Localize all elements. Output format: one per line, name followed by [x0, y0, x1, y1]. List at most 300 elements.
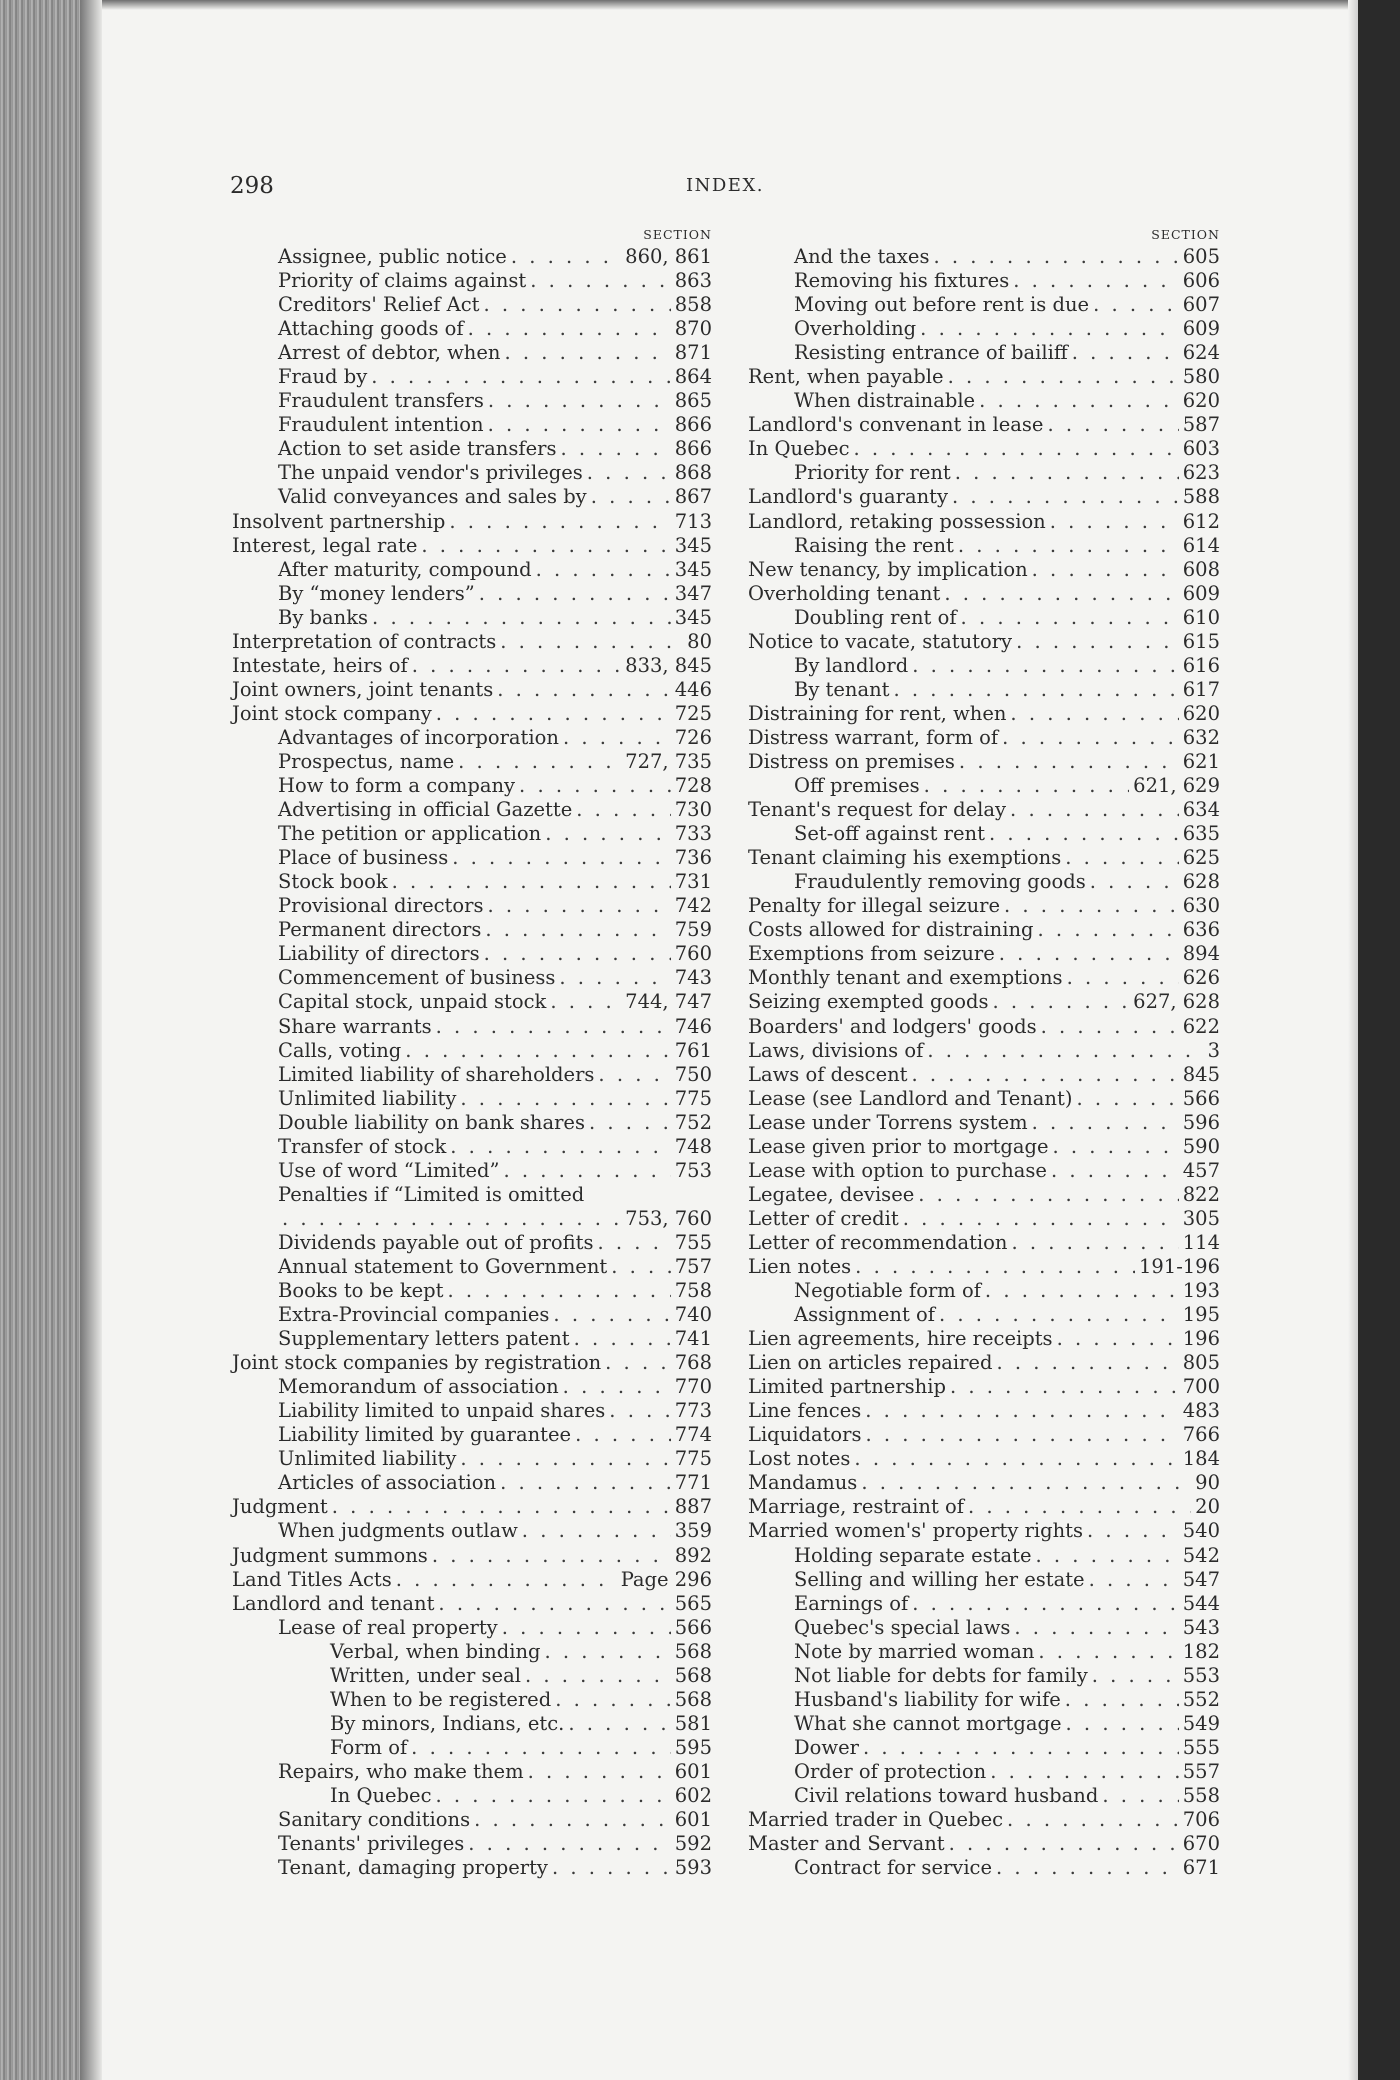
dot-leader: [1010, 702, 1178, 726]
section-reference: 865: [674, 389, 712, 413]
section-reference: 595: [674, 1735, 712, 1759]
index-term: Fraudulent intention: [278, 413, 484, 437]
index-term: Liability limited to unpaid shares: [278, 1399, 606, 1423]
index-entry: [232, 918, 712, 942]
index-term: Share warrants: [278, 1014, 432, 1038]
index-entry: [748, 1784, 1220, 1808]
index-term: By tenant: [794, 677, 890, 701]
index-term: Land Titles Acts: [232, 1567, 392, 1591]
section-reference: 858: [674, 293, 712, 317]
index-term: Capital stock, unpaid stock: [278, 990, 547, 1014]
dot-leader: [392, 870, 671, 894]
index-term: Stock book: [278, 870, 388, 894]
section-reference: 713: [674, 509, 712, 533]
section-reference: 345: [674, 533, 712, 557]
dot-leader: [511, 245, 621, 269]
index-term: Seizing exempted goods: [748, 990, 989, 1014]
dot-leader: [952, 485, 1179, 509]
index-entry: [748, 654, 1220, 678]
section-reference: 552: [1182, 1687, 1220, 1711]
index-entry: [748, 1495, 1220, 1519]
index-term: Calls, voting: [278, 1038, 402, 1062]
section-reference: 544: [1182, 1591, 1220, 1615]
section-reference: 587: [1182, 413, 1220, 437]
dot-leader: [485, 918, 670, 942]
index-term: Books to be kept: [278, 1279, 444, 1303]
section-reference: 588: [1182, 485, 1220, 509]
index-term: Dower: [794, 1735, 859, 1759]
index-term: Letter of recommendation: [748, 1230, 1008, 1254]
index-entry: [232, 1760, 712, 1784]
index-entry: [748, 630, 1220, 654]
dot-leader: [912, 1063, 1179, 1087]
index-term: Provisional directors: [278, 894, 484, 918]
index-entry: [748, 1303, 1220, 1327]
dot-leader: [1065, 846, 1179, 870]
index-term: Articles of association: [278, 1471, 497, 1495]
dot-leader: [1010, 798, 1179, 822]
index-entry: [748, 822, 1220, 846]
section-reference: 868: [674, 461, 712, 485]
index-term: Tenant claiming his exemptions: [748, 846, 1062, 870]
section-reference: 822: [1182, 1182, 1220, 1206]
section-reference: 887: [674, 1495, 712, 1519]
index-entry: [232, 1087, 712, 1111]
dot-leader: [449, 510, 670, 534]
section-reference: 195: [1182, 1303, 1220, 1327]
dot-leader: [372, 606, 671, 630]
index-entry: [232, 1039, 712, 1063]
index-term: Valid conveyances and sales by: [278, 485, 587, 509]
dot-leader: [545, 822, 671, 846]
section-reference: 768: [674, 1351, 712, 1375]
index-entry: [748, 726, 1220, 750]
section-reference: 746: [674, 1014, 712, 1038]
section-reference: 744, 747: [625, 990, 712, 1014]
section-reference: 580: [1182, 365, 1220, 389]
dot-leader: [488, 413, 671, 437]
index-term: Lease under Torrens system: [748, 1110, 1028, 1134]
dot-leader: [1087, 1519, 1179, 1543]
index-term: Order of protection: [794, 1759, 987, 1783]
index-term: Quebec's special laws: [794, 1615, 1011, 1639]
dot-leader: [865, 1423, 1178, 1447]
index-entry: [748, 1399, 1220, 1423]
index-term: Supplementary letters patent: [278, 1327, 570, 1351]
section-reference: 671: [1182, 1856, 1220, 1880]
index-entry: [748, 389, 1220, 413]
page-header: [230, 173, 1220, 203]
section-reference: 547: [1182, 1567, 1220, 1591]
index-term: Verbal, when binding: [330, 1639, 541, 1663]
section-reference: 871: [674, 341, 712, 365]
section-reference: 557: [1182, 1759, 1220, 1783]
index-term: Earnings of: [794, 1591, 909, 1615]
dot-leader: [563, 726, 671, 750]
index-term: Repairs, who make them: [278, 1759, 524, 1783]
index-entry: [232, 1255, 712, 1279]
dot-leader: [1053, 1135, 1179, 1159]
dot-leader: [530, 269, 670, 293]
dot-leader: [576, 798, 670, 822]
dot-leader: [1036, 1544, 1179, 1568]
section-reference: 114: [1182, 1230, 1220, 1254]
dot-leader: [1051, 1159, 1179, 1183]
section-reference: 568: [674, 1639, 712, 1663]
dot-leader: [912, 1592, 1179, 1616]
dot-leader: [483, 293, 670, 317]
dot-leader: [436, 1784, 671, 1808]
dot-leader: [575, 1423, 671, 1447]
index-entry: [232, 942, 712, 966]
section-reference: 632: [1182, 725, 1220, 749]
index-term: Fraudulent transfers: [278, 389, 484, 413]
index-entry: [748, 1616, 1220, 1640]
index-entry: [748, 341, 1220, 365]
index-term: Penalty for illegal seizure: [748, 894, 1001, 918]
index-entry: [748, 1351, 1220, 1375]
index-entry: [748, 798, 1220, 822]
index-term: Liability of directors: [278, 942, 480, 966]
index-term: Mandamus: [748, 1471, 858, 1495]
section-reference: 566: [674, 1615, 712, 1639]
index-entry: [232, 606, 712, 630]
index-term: Action to set aside transfers: [278, 437, 557, 461]
dot-leader: [611, 1255, 671, 1279]
section-reference: 196: [1182, 1327, 1220, 1351]
section-reference: 621, 629: [1133, 774, 1220, 798]
section-reference: 602: [674, 1784, 712, 1807]
index-term: Priority for rent: [794, 461, 951, 485]
dot-leader: [568, 1712, 670, 1736]
index-entry: [748, 582, 1220, 606]
index-entry: [232, 1159, 712, 1183]
section-reference: 558: [1182, 1784, 1220, 1807]
index-term: New tenancy, by implication: [748, 557, 1028, 581]
section-reference: 864: [674, 365, 712, 389]
index-entry: [748, 774, 1220, 798]
index-term: Unlimited liability: [278, 1447, 457, 1471]
section-reference: 727, 735: [625, 749, 712, 773]
dot-leader: [563, 1375, 671, 1399]
section-reference: 752: [674, 1110, 712, 1134]
index-term: Distress on premises: [748, 749, 955, 773]
dot-leader: [332, 1495, 671, 1519]
section-reference: 540: [1182, 1519, 1220, 1543]
index-term: When to be registered: [330, 1687, 552, 1711]
dot-leader: [996, 1856, 1179, 1880]
index-entry: [232, 870, 712, 894]
index-term: Form of: [330, 1735, 408, 1759]
dot-leader: [1014, 1616, 1178, 1640]
dot-leader: [863, 1736, 1179, 1760]
dot-leader: [865, 1399, 1178, 1423]
dot-leader: [497, 678, 671, 702]
index-entry: [232, 750, 712, 774]
index-term: Set-off against rent: [794, 822, 985, 846]
index-entry: [748, 1231, 1220, 1255]
index-term: Line fences: [748, 1399, 862, 1423]
section-reference: 626: [1182, 966, 1220, 990]
section-reference: 894: [1182, 942, 1220, 966]
section-reference: 742: [674, 894, 712, 918]
index-column-left: [232, 225, 712, 1880]
index-entry: [748, 1327, 1220, 1351]
dot-leader: [522, 1519, 671, 1543]
dot-leader: [605, 1351, 671, 1375]
section-reference: 90: [1195, 1471, 1220, 1495]
index-term: Assignment of: [794, 1303, 935, 1327]
dot-leader: [1007, 1808, 1179, 1832]
dot-leader: [1002, 726, 1179, 750]
index-term: Advantages of incorporation: [278, 725, 559, 749]
index-term: Advertising in official Gazette: [278, 798, 573, 822]
index-term: Tenant, damaging property: [278, 1856, 548, 1880]
section-reference: 866: [674, 413, 712, 437]
dot-leader: [968, 1495, 1191, 1519]
dot-leader: [1065, 1688, 1179, 1712]
index-term: Tenants' privileges: [278, 1832, 465, 1856]
dot-leader: [528, 1760, 671, 1784]
index-term: Intestate, heirs of: [232, 653, 408, 677]
index-entry: [232, 1063, 712, 1087]
section-reference: 581: [674, 1711, 712, 1735]
section-reference: 630: [1182, 894, 1220, 918]
section-reference: 359: [674, 1519, 712, 1543]
index-term: Note by married woman: [794, 1639, 1035, 1663]
section-reference: 568: [674, 1687, 712, 1711]
dot-leader: [1032, 1111, 1179, 1135]
index-entry: [748, 534, 1220, 558]
dot-leader: [559, 966, 670, 990]
index-term: Unlimited liability: [278, 1086, 457, 1110]
dot-leader: [474, 1808, 671, 1832]
dot-leader: [918, 1183, 1178, 1207]
index-term: Liquidators: [748, 1423, 862, 1447]
index-term: How to form a company: [278, 774, 516, 798]
index-entry: [232, 1015, 712, 1039]
index-entry: [232, 846, 712, 870]
index-term: Place of business: [278, 846, 449, 870]
index-term: What she cannot mortgage: [794, 1711, 1062, 1735]
dot-leader: [468, 317, 671, 341]
index-entry: [748, 1640, 1220, 1664]
dot-leader: [587, 461, 671, 485]
section-reference: 670: [1182, 1832, 1220, 1856]
dot-leader: [1067, 966, 1179, 990]
index-entry: [232, 389, 712, 413]
index-term: When distrainable: [794, 389, 976, 413]
index-term: Insolvent partnership: [232, 509, 446, 533]
section-reference: 191-196: [1138, 1254, 1220, 1278]
index-term: Master and Servant: [748, 1832, 945, 1856]
dot-leader: [950, 1375, 1179, 1399]
section-reference: 736: [674, 846, 712, 870]
index-term: Marriage, restraint of: [748, 1495, 964, 1519]
index-entry: [748, 1568, 1220, 1592]
dot-leader: [450, 1135, 670, 1159]
index-term: Laws, divisions of: [748, 1038, 924, 1062]
index-entry: [748, 461, 1220, 485]
page-right-shadow: [1348, 0, 1358, 2080]
dot-leader: [500, 1471, 671, 1495]
index-entry: [232, 1616, 712, 1640]
dot-leader: [920, 317, 1179, 341]
section-reference: 748: [674, 1134, 712, 1158]
index-entry: [748, 1183, 1220, 1207]
index-entry: [748, 1832, 1220, 1856]
index-term: Joint stock company: [232, 701, 432, 725]
section-reference: 624: [1182, 341, 1220, 365]
section-reference: 773: [674, 1399, 712, 1423]
section-reference: 612: [1182, 509, 1220, 533]
book-spine-edge: [0, 0, 80, 2080]
index-term: Use of word “Limited”: [278, 1158, 500, 1182]
index-entry: [748, 1688, 1220, 1712]
index-term: Resisting entrance of bailiff: [794, 341, 1068, 365]
index-entry: [232, 1183, 712, 1207]
dot-leader: [1057, 1327, 1179, 1351]
section-reference: 345: [674, 557, 712, 581]
page-top-edge: [0, 0, 1400, 10]
dot-leader: [1041, 1015, 1179, 1039]
index-term: Interpretation of contracts: [232, 629, 497, 653]
index-entry: [748, 1063, 1220, 1087]
section-reference: 805: [1182, 1351, 1220, 1375]
section-reference: 731: [674, 870, 712, 894]
section-reference: 609: [1182, 581, 1220, 605]
section-reference: 620: [1182, 389, 1220, 413]
dot-leader: [1076, 1087, 1178, 1111]
section-reference: 593: [674, 1856, 712, 1880]
dot-leader: [438, 1592, 670, 1616]
index-entry: [748, 1279, 1220, 1303]
index-term: Annual statement to Government: [278, 1254, 608, 1278]
index-term: Overholding tenant: [748, 581, 941, 605]
dot-leader: [959, 750, 1179, 774]
index-entry: [232, 1664, 712, 1688]
dot-leader: [421, 534, 670, 558]
index-entry: [748, 1255, 1220, 1279]
section-reference: 446: [674, 677, 712, 701]
index-term: Arrest of debtor, when: [278, 341, 501, 365]
section-reference: 741: [674, 1327, 712, 1351]
running-title: INDEX.: [686, 175, 764, 196]
dot-leader: [487, 894, 670, 918]
dot-leader: [992, 990, 1129, 1014]
section-reference: 605: [1182, 245, 1220, 268]
dot-leader: [589, 1111, 671, 1135]
index-entry: [232, 485, 712, 509]
index-entry: [232, 1423, 712, 1447]
dot-leader: [1013, 269, 1179, 293]
index-entry: [232, 413, 712, 437]
index-entry: [748, 510, 1220, 534]
index-term: Dividends payable out of profits: [278, 1230, 594, 1254]
section-reference: 755: [674, 1230, 712, 1254]
index-term: Husband's liability for wife: [794, 1687, 1061, 1711]
index-entry: [232, 269, 712, 293]
index-entry: [748, 678, 1220, 702]
index-entry: [232, 1808, 712, 1832]
dot-leader: [949, 1832, 1179, 1856]
index-entry: [232, 894, 712, 918]
section-reference: 566: [1182, 1086, 1220, 1110]
section-reference: 347: [674, 581, 712, 605]
index-term: Landlord's guaranty: [748, 485, 948, 509]
section-reference: 542: [1182, 1543, 1220, 1567]
dot-leader: [927, 1039, 1203, 1063]
index-entry: [748, 1592, 1220, 1616]
index-term: Doubling rent of: [794, 605, 957, 629]
section-reference: 608: [1182, 557, 1220, 581]
index-entry: [232, 317, 712, 341]
index-term: Legatee, devisee: [748, 1182, 915, 1206]
index-entry: [232, 774, 712, 798]
dot-leader: [1038, 918, 1179, 942]
index-entry: [232, 341, 712, 365]
index-entry: [232, 1447, 712, 1471]
index-entry: [232, 702, 712, 726]
index-term: Attaching goods of: [278, 317, 464, 341]
index-term: Permanent directors: [278, 918, 482, 942]
section-reference: 728: [674, 774, 712, 798]
index-entry: [748, 1447, 1220, 1471]
dot-leader: [854, 437, 1179, 461]
section-reference: 345: [674, 605, 712, 629]
index-term: Fraud by: [278, 365, 368, 389]
index-entry: [232, 1712, 712, 1736]
dot-leader: [553, 1303, 670, 1327]
index-term: Commencement of business: [278, 966, 556, 990]
section-reference: 759: [674, 918, 712, 942]
index-entry: [232, 1351, 712, 1375]
dot-leader: [948, 365, 1179, 389]
dot-leader: [1032, 558, 1179, 582]
index-entry: [232, 1784, 712, 1808]
section-reference: 549: [1182, 1711, 1220, 1735]
index-term: Extra-Provincial companies: [278, 1303, 550, 1327]
index-entry: [748, 293, 1220, 317]
index-entry: [232, 245, 712, 269]
dot-leader: [502, 1616, 671, 1640]
index-entry: [232, 966, 712, 990]
dot-leader: [1016, 630, 1179, 654]
section-reference: 760: [674, 942, 712, 966]
dot-leader: [452, 846, 671, 870]
index-term: Lease of real property: [278, 1615, 498, 1639]
index-entry: [748, 942, 1220, 966]
dot-leader: [371, 365, 671, 389]
page-number: 298: [230, 173, 274, 199]
index-entry: [232, 1736, 712, 1760]
index-entry: [232, 1519, 712, 1543]
index-term: Distraining for rent, when: [748, 701, 1007, 725]
dot-leader: [525, 1664, 671, 1688]
dot-leader: [436, 1015, 671, 1039]
dot-leader: [405, 1039, 670, 1063]
index-entry: [232, 1471, 712, 1495]
dot-leader: [1090, 870, 1179, 894]
index-entry: [232, 1327, 712, 1351]
dot-leader: [591, 485, 671, 509]
dot-leader: [432, 1544, 671, 1568]
dot-leader: [484, 942, 671, 966]
section-reference: 866: [674, 437, 712, 461]
index-entry: [232, 1856, 712, 1880]
section-reference: 305: [1182, 1206, 1220, 1230]
index-term: Priority of claims against: [278, 269, 527, 293]
